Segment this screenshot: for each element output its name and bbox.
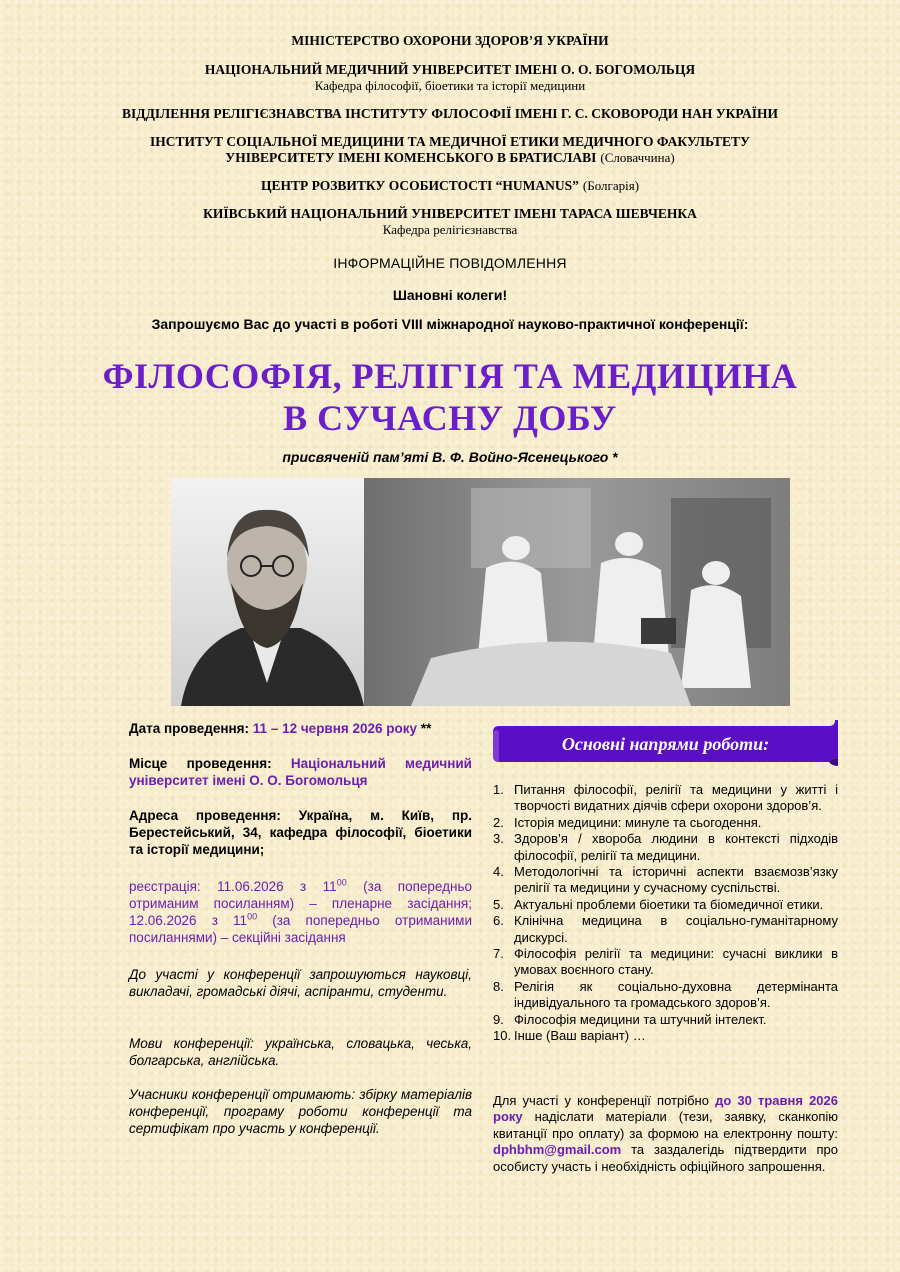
submission-info (493, 1093, 838, 1175)
institute-country: (Словаччина) (600, 150, 675, 165)
list-item: 1. Питання філософії, релігії та медицини у житті і творчості видатних діячів сфери охорони здоров’я. (493, 782, 838, 814)
date-note-mark: ** (420, 721, 432, 736)
topics-banner (493, 718, 838, 770)
languages-text: Мови конференції: українська, словацька, чеська, болгарська, англійська. (129, 1036, 472, 1068)
conference-title-line2: В СУЧАСНУ ДОБУ (283, 398, 617, 438)
center-country: (Болгарія) (582, 178, 640, 193)
list-item: 5. Актуальні проблеми біоетики та біомедичної етики. (493, 896, 824, 912)
submission-text-3: та заздалегідь підтвердити про особисту участь і необхідність офіційного запрошення. (493, 1142, 838, 1174)
institute-name: УНІВЕРСИТЕТУ ІМЕНІ КОМЕНСЬКОГО В БРАТИСЛАВІ (225, 150, 597, 165)
list-item: 7. Філософія релігії та медицини: сучасні виклики в умовах воєнного стану. (493, 946, 838, 978)
topics-banner-label: Основні напрями роботи: (561, 733, 770, 754)
place-label: Місце проведення: (129, 756, 272, 771)
address-row (129, 807, 472, 858)
submission-text-1: Для участі у конференції потрібно (493, 1093, 716, 1108)
religion-department-heading: ВІДДІЛЕННЯ РЕЛІГІЄЗНАВСТВА ІНСТИТУТУ ФІЛОСОФІЇ ІМЕНІ Г. С. СКОВОРОДИ НАН УКРАЇНИ (122, 106, 778, 121)
institute-heading-line2 (0, 149, 900, 167)
center-heading (0, 177, 900, 195)
date-label: Дата проведення: (129, 721, 250, 736)
registration-day2-rest: (за попередньо отриманими посиланнями) – секційні засідання (129, 913, 472, 945)
list-item: 8. Релігія як соціально-духовна детермінанта індивідуального та громадського здоров’я. (493, 978, 838, 1011)
university-heading: НАЦІОНАЛЬНИЙ МЕДИЧНИЙ УНІВЕРСИТЕТ ІМЕНІ О. О. БОГОМОЛЬЦЯ (204, 62, 696, 77)
dedication-text: присвяченій пам’яті В. Ф. Войно-Ясенецького * (282, 449, 618, 465)
photo-illustration (171, 478, 790, 706)
submission-text-2: надіслати матеріали (тези, заявку, сканкопію квитанції про оплату) за формою на електронну пошту: (493, 1109, 838, 1141)
registration-info (129, 878, 472, 946)
institute-heading-line1: ІНСТИТУТ СОЦІАЛЬНОЇ МЕДИЦИНИ ТА МЕДИЧНОЇ ЕТИКИ МЕДИЧНОГО ФАКУЛЬТЕТУ (150, 134, 750, 149)
historical-photo-collage (171, 478, 790, 706)
address-label: Адреса проведення: (129, 808, 281, 823)
registration-day1: реєстрація: 11.06.2026 з 11 (129, 879, 337, 894)
submission-deadline: до 30 травня 2026 року (493, 1093, 838, 1125)
participants-text: До участі у конференції запрошуються науковці, викладачі, громадські діячі, аспіранти, студенти. (129, 967, 472, 999)
registration-day1-time: 00 (336, 877, 347, 888)
conference-title-line1: ФІЛОСОФІЯ, РЕЛІГІЯ ТА МЕДИЦИНА (102, 356, 798, 396)
instrument-case (641, 618, 676, 644)
greeting: Шановні колеги! (392, 287, 508, 303)
list-item: 10. Інше (Ваш варіант) … (493, 1028, 646, 1044)
date-value: 11 – 12 червня 2026 року (252, 721, 418, 736)
announcement-label: ІНФОРМАЦІЙНЕ ПОВІДОМЛЕННЯ (333, 255, 567, 271)
place-value: Національний медичний університет імені О. О. Богомольця (129, 756, 472, 788)
list-item: 6. Клінічна медицина в соціально-гуманітарному дискурсі. (493, 913, 838, 945)
list-item: 2. Історія медицини: минуле та сьогодення. (493, 814, 762, 830)
ministry-heading: МІНІСТЕРСТВО ОХОРОНИ ЗДОРОВ’Я УКРАЇНИ (291, 33, 609, 48)
kyiv-university-department: Кафедра релігієзнавства (382, 222, 518, 237)
kyiv-university-heading: КИЇВСЬКИЙ НАЦІОНАЛЬНИЙ УНІВЕРСИТЕТ ІМЕНІ ТАРАСА ШЕВЧЕНКА (203, 206, 697, 221)
registration-day2-time: 00 (247, 911, 258, 922)
registration-day1-rest: (за попередньо отриманим посиланням) – пленарне засідання; (129, 879, 472, 911)
date-row (129, 720, 472, 737)
list-item: 3. Здоров’я / хвороба людини в контексті підходів філософії, релігії та медицини. (493, 831, 838, 863)
submission-email-link[interactable]: dphbhm@gmail.com (493, 1142, 622, 1158)
list-item: 4. Методологічні та історичні аспекти взаємозв’язку релігії та медицини у сучасному суспільстві. (493, 864, 838, 896)
registration-day2: 12.06.2026 з 11 (129, 913, 248, 928)
center-name: ЦЕНТР РОЗВИТКУ ОСОБИСТОСТІ “HUMANUS” (260, 178, 579, 193)
address-value: Україна, м. Київ, пр. Берестейський, 34, кафедра філософії, біоетики та історії медицини; (129, 808, 472, 857)
university-department: Кафедра філософії, біоетики та історії медицини (314, 78, 586, 93)
materials-text: Учасники конференції отримають: збірку матеріалів конференції, програму роботи конференції та сертифікат про участь у конференції. (129, 1087, 472, 1136)
topics-list (493, 782, 838, 1045)
list-item: 9. Філософія медицини та штучний інтелект. (493, 1011, 767, 1027)
invitation-text: Запрошуємо Вас до участі в роботі VIII міжнародної науково-практичної конференції: (151, 316, 749, 332)
place-row (129, 755, 472, 789)
